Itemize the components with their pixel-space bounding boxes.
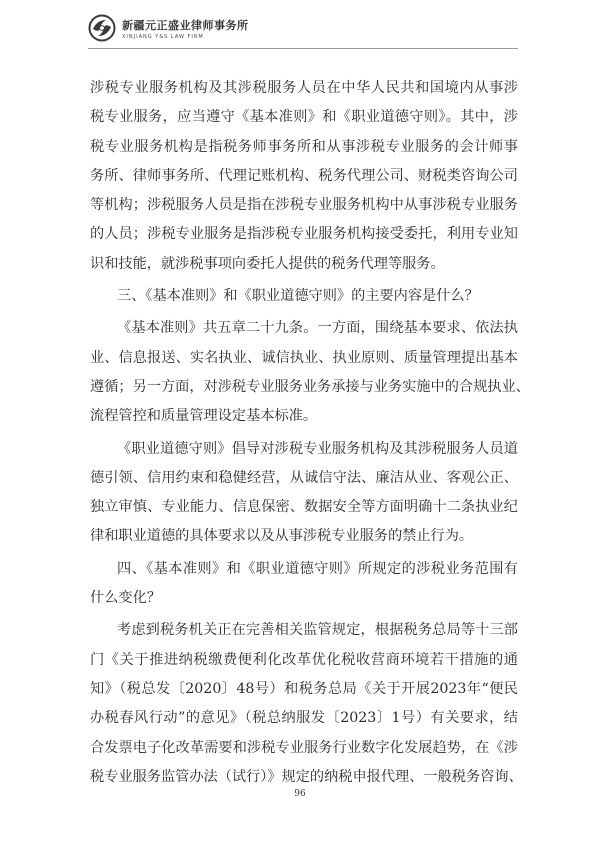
paragraph-line: 流程管控和质量管理设定基本标准。 — [90, 408, 318, 425]
paragraph-line: 识和技能，就涉税事项向委托人提供的税务代理等服务。 — [90, 255, 445, 272]
paragraph-line: 税专业服务机构是指税务师事务所和从事涉税专业服务的会计师事 — [90, 138, 518, 155]
paragraph-line: 等机构；涉税服务人员是指在涉税专业服务机构中从事涉税专业服务 — [90, 197, 518, 214]
section-heading: 四、《基本准则》和《职业道德守则》所规定的涉税业务范围有 — [117, 560, 518, 577]
paragraph-line: 遵循；另一方面，对涉税专业服务业务承接与业务实施中的合规执业、 — [90, 378, 530, 395]
paragraph-line: 税专业服务，应当遵守《基本准则》和《职业道德守则》。其中，涉 — [90, 109, 518, 126]
paragraph-line: 门《关于推进纳税缴费便利化改革优化税收营商环境若干措施的通 — [90, 651, 518, 668]
paragraph-line: 合发票电子化改革需要和涉税专业服务行业数字化发展趋势，在《涉 — [90, 739, 518, 756]
paragraph-line: 涉税专业服务机构及其涉税服务人员在中华人民共和国境内从事涉 — [90, 80, 518, 96]
letterhead — [88, 12, 518, 46]
paragraph-line: 《职业道德守则》倡导对涉税专业服务机构及其涉税服务人员道 — [117, 440, 518, 457]
header-divider — [88, 48, 518, 49]
paragraph-line: 德引领、信用约束和稳健经营，从诚信守法、廉洁从业、客观公正、 — [90, 469, 518, 486]
section-heading: 什么变化？ — [90, 590, 161, 607]
paragraph-line: 的人员；涉税专业服务是指涉税专业服务机构接受委托，利用专业知 — [90, 226, 518, 243]
section-heading: 三、《基本准则》和《职业道德守则》的主要内容是什么？ — [117, 288, 479, 305]
firm-name-cn: 新疆元正盛业律师事务所 — [122, 19, 249, 32]
paragraph-line: 务所、律师事务所、代理记账机构、税务代理公司、财税类咨询公司 — [90, 167, 518, 184]
paragraph-line: 知》（税总发〔2020〕48号）和税务总局《关于开展2023年“便民 — [90, 680, 518, 697]
paragraph-line: 律和职业道德的具体要求以及从事涉税专业服务的禁止行为。 — [90, 528, 474, 545]
paragraph-line: 业、信息报送、实名执业、诚信执业、执业原则、质量管理提出基本 — [90, 349, 518, 366]
paragraph-line: 税专业服务监管办法（试行）》规定的纳税申报代理、一般税务咨询、 — [90, 768, 523, 785]
firm-name-en: XINJIANG Y&S LAW FIRM — [122, 34, 204, 40]
paragraph-line: 《基本准则》共五章二十九条。一方面，围绕基本要求、依法执 — [117, 320, 518, 337]
paragraph-line: 考虑到税务机关正在完善相关监管规定，根据税务总局等十三部 — [117, 622, 518, 639]
document-body — [90, 74, 530, 792]
paragraph-line: 办税春风行动”的意见》（税总纳服发〔2023〕1号）有关要求，结 — [90, 710, 518, 727]
firm-logo-icon — [88, 14, 116, 42]
paragraph-line: 独立审慎、专业能力、信息保密、数据安全等方面明确十二条执业纪 — [90, 499, 518, 516]
page-number: 96 — [294, 789, 306, 799]
